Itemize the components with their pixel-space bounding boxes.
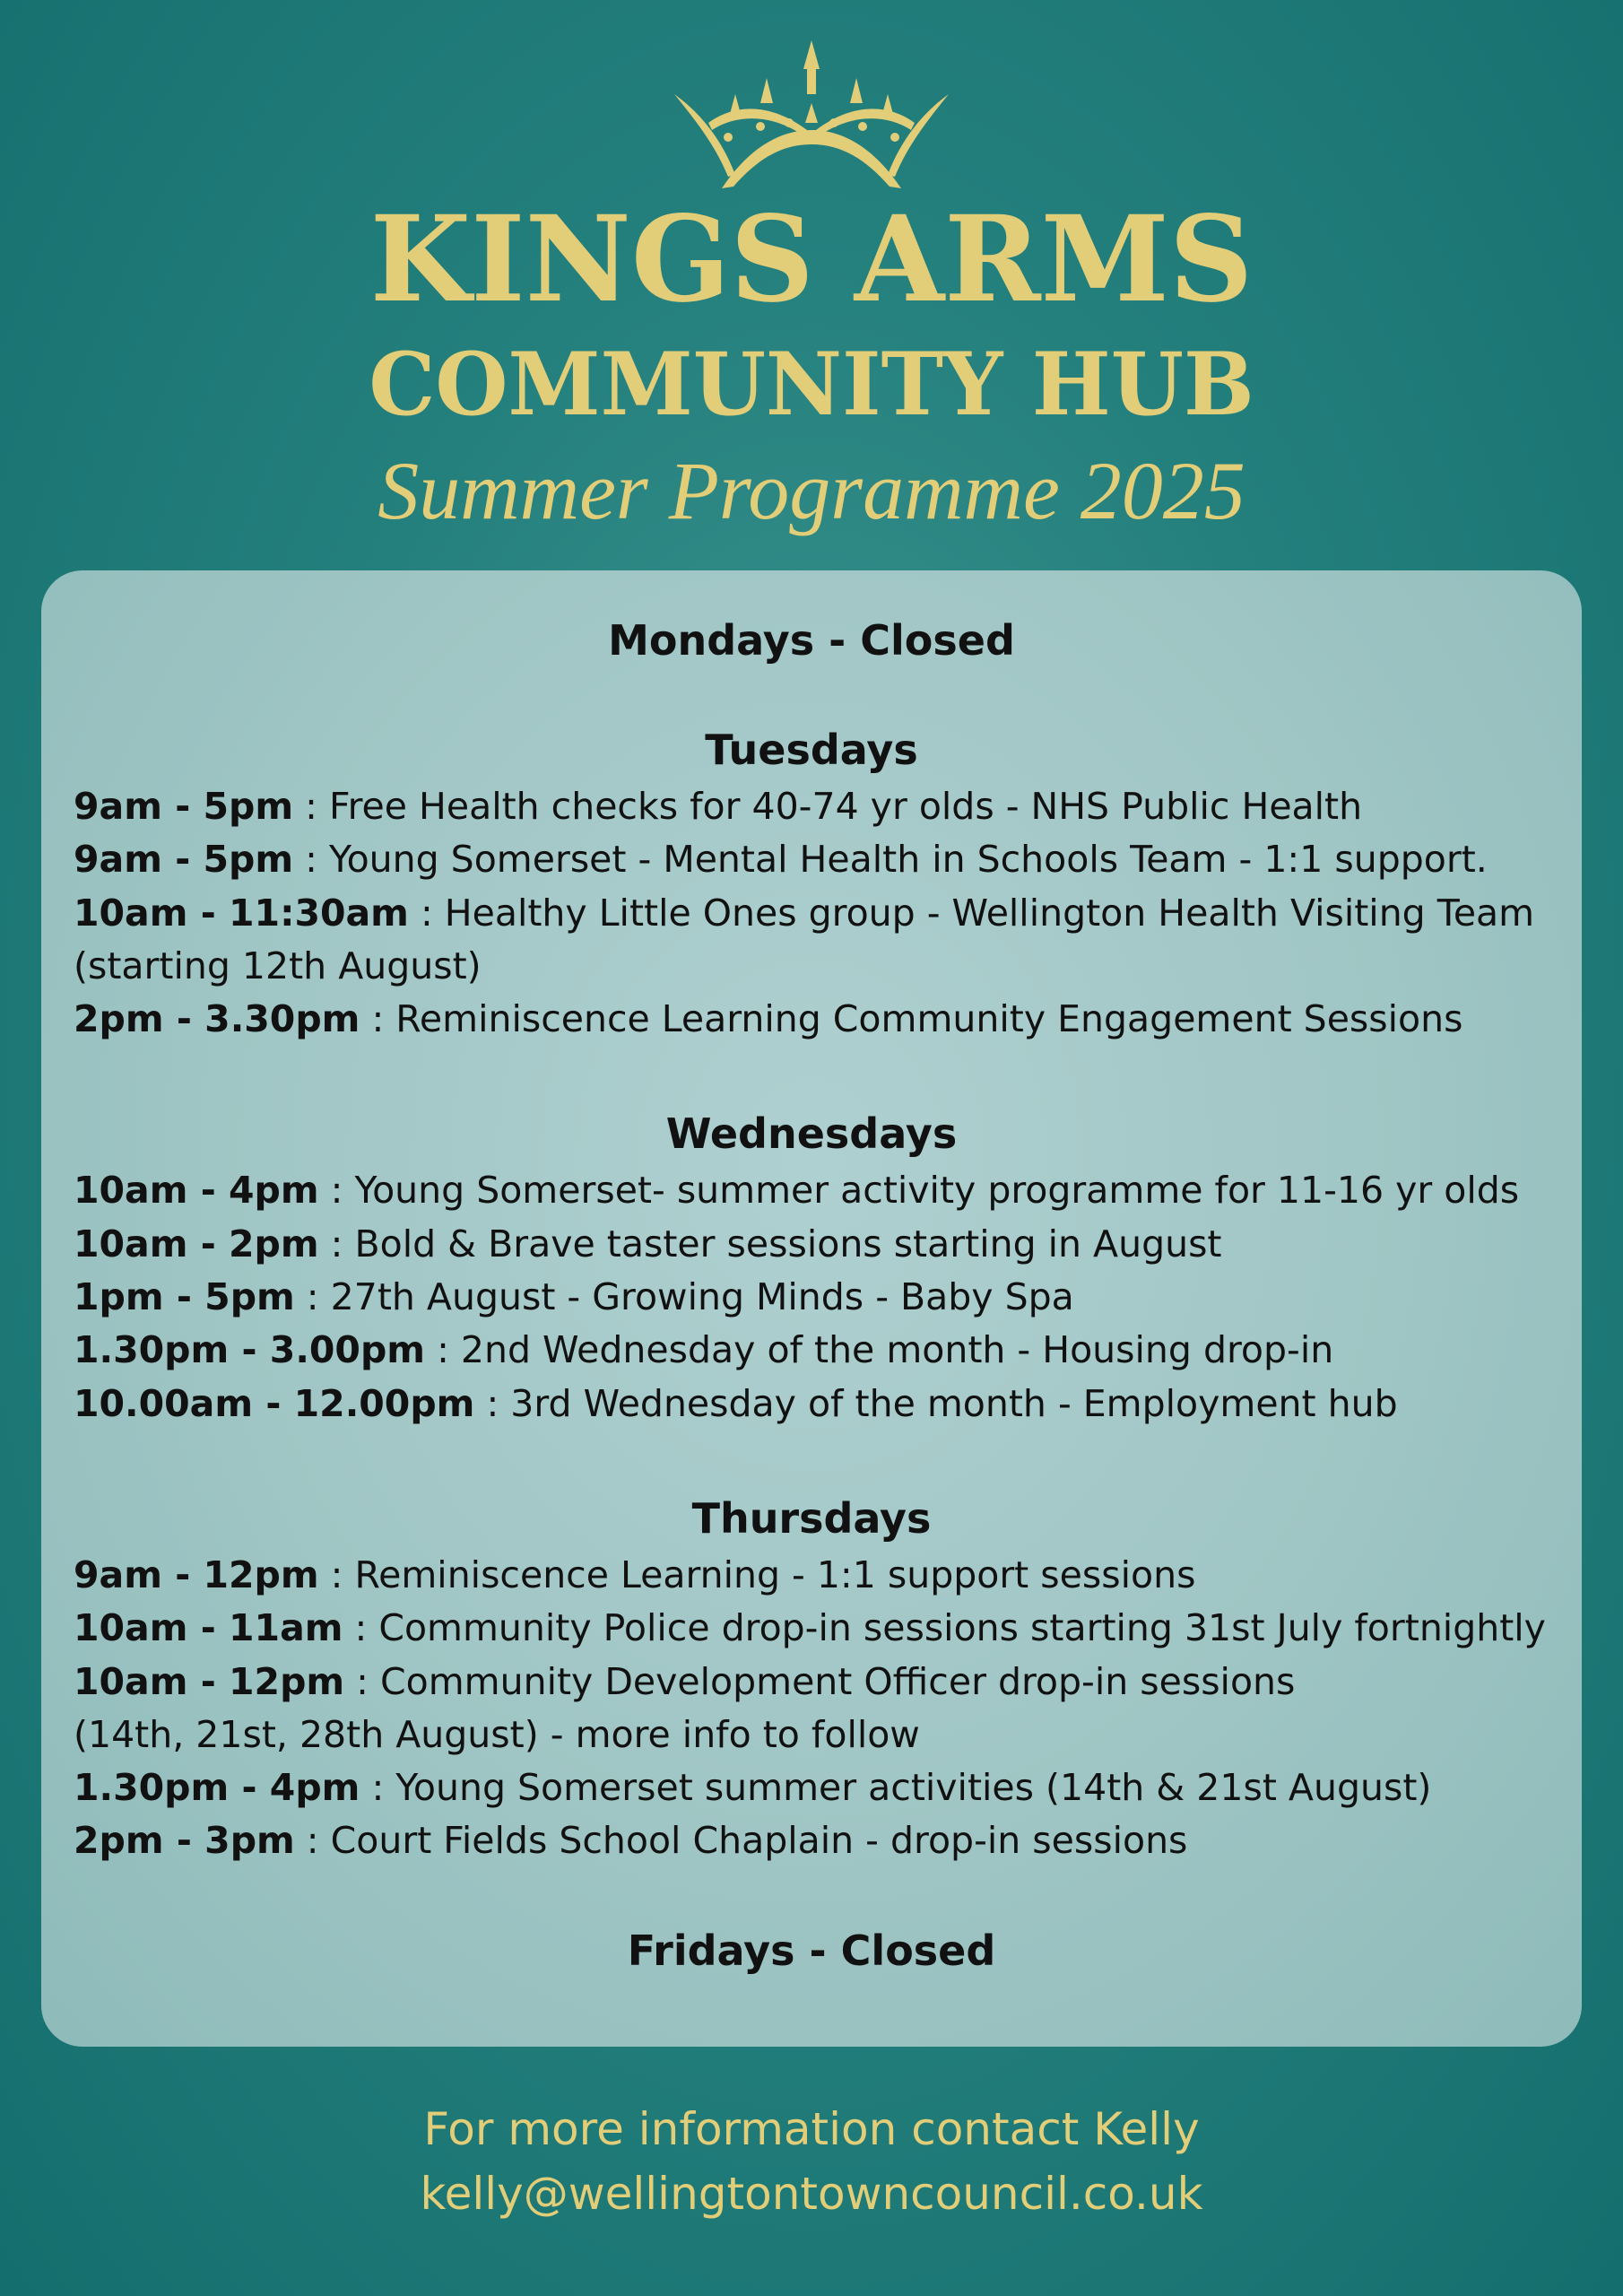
tuesday-heading: Tuesdays xyxy=(705,726,918,774)
thursday-group xyxy=(74,1492,1549,1868)
entry-text: : Young Somerset summer activities (14th & 21st August) xyxy=(360,1766,1432,1810)
list-item xyxy=(74,1378,1549,1431)
entry-text: : Court Fields School Chaplain - drop-in sessions xyxy=(294,1819,1188,1863)
thursday-heading: Thursdays xyxy=(691,1493,932,1543)
entry-time: 10am - 11:30am xyxy=(74,891,409,935)
list-item xyxy=(74,833,1549,886)
entry-time: 9am - 5pm xyxy=(74,838,294,882)
entry-time: 9am - 5pm xyxy=(74,785,294,828)
entry-text: : Young Somerset- summer activity programme for 11-16 yr olds xyxy=(318,1169,1520,1213)
entry-text: : Bold & Brave taster sessions starting in August xyxy=(318,1222,1222,1265)
list-item xyxy=(74,1324,1549,1377)
entry-text: : Reminiscence Learning Community Engagement Sessions xyxy=(360,997,1463,1041)
contact-line: For more information contact Kelly xyxy=(423,2103,1200,2155)
friday-heading: Fridays - Closed xyxy=(627,1926,996,1975)
crown-icon xyxy=(673,40,950,193)
list-item xyxy=(74,780,1549,833)
list-item xyxy=(74,1656,1549,1709)
entry-time: 2pm - 3pm xyxy=(74,1819,295,1863)
entry-time: 10am - 12pm xyxy=(74,1659,345,1703)
monday-heading: Mondays - Closed xyxy=(608,616,1015,665)
entry-text: : 3rd Wednesday of the month - Employment hub xyxy=(474,1381,1398,1425)
entry-text: : 27th August - Growing Minds - Baby Spa xyxy=(294,1275,1074,1319)
entry-time: 1.30pm - 4pm xyxy=(74,1766,360,1810)
list-item xyxy=(74,1549,1549,1602)
entry-time: 1pm - 5pm xyxy=(74,1275,295,1319)
entry-text: : Young Somerset - Mental Health in Schools Team - 1:1 support. xyxy=(293,838,1488,882)
subtitle-summer-programme: Summer Programme 2025 xyxy=(378,445,1245,536)
list-item-continuation: (14th, 21st, 28th August) - more info to follow xyxy=(74,1712,920,1756)
list-item xyxy=(74,1271,1549,1324)
entry-time: 2pm - 3.30pm xyxy=(74,997,360,1041)
tuesday-group xyxy=(74,723,1549,1046)
list-item xyxy=(74,1218,1549,1271)
list-item xyxy=(74,887,1549,940)
list-item xyxy=(74,1814,1549,1867)
title-community-hub: COMMUNITY HUB xyxy=(369,334,1254,435)
list-item xyxy=(74,1164,1549,1217)
list-item xyxy=(74,1761,1549,1814)
list-item-continuation: (starting 12th August) xyxy=(74,944,482,987)
entry-text: : Community Police drop-in sessions starting 31st July fortnightly xyxy=(343,1606,1546,1650)
entry-time: 10am - 2pm xyxy=(74,1222,319,1265)
entry-time: 9am - 12pm xyxy=(74,1552,319,1596)
footer-contact xyxy=(0,2097,1623,2226)
wednesday-heading: Wednesdays xyxy=(665,1109,958,1159)
entry-text: : Reminiscence Learning - 1:1 support sessions xyxy=(318,1552,1196,1596)
entry-time: 1.30pm - 3.00pm xyxy=(74,1328,426,1372)
list-item xyxy=(74,1602,1549,1655)
entry-text: : Free Health checks for 40-74 yr olds - NHS Public Health xyxy=(293,785,1363,828)
list-item xyxy=(74,993,1549,1046)
entry-time: 10am - 11am xyxy=(74,1606,343,1650)
entry-text: : Community Development Officer drop-in sessions xyxy=(344,1659,1296,1703)
schedule-panel xyxy=(41,570,1582,2047)
entry-time: 10.00am - 12.00pm xyxy=(74,1381,475,1425)
contact-email-link[interactable]: kelly@wellingtontowncouncil.co.uk xyxy=(420,2168,1203,2220)
wednesday-group xyxy=(74,1107,1549,1430)
entry-time: 10am - 4pm xyxy=(74,1169,319,1213)
entry-text: : Healthy Little Ones group - Wellington Health Visiting Team xyxy=(408,891,1535,935)
entry-text: : 2nd Wednesday of the month - Housing drop-in xyxy=(425,1328,1334,1372)
header xyxy=(0,0,1623,556)
title-kings-arms: KINGS ARMS xyxy=(369,190,1254,329)
